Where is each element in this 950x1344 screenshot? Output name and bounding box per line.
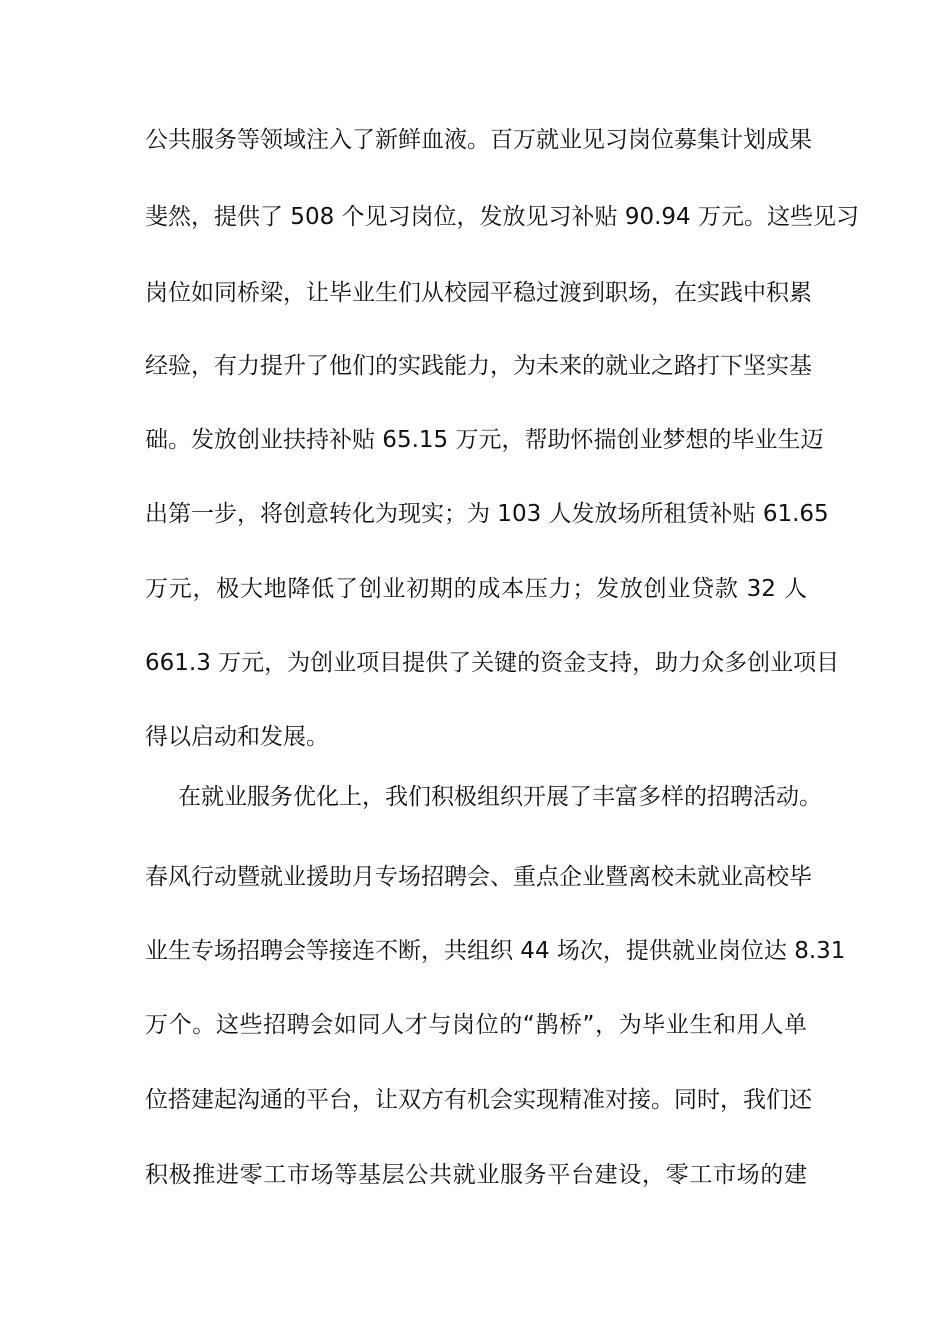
paragraph-line: 岗位如同桥梁，让毕业生们从校园平稳过渡到职场，在实践中积累 — [145, 280, 812, 306]
paragraph-line: 万元，极大地降低了创业初期的成本压力；发放创业贷款 32 人 — [145, 576, 807, 602]
paragraph-line: 661.3 万元，为创业项目提供了关键的资金支持，助力众多创业项目 — [145, 650, 840, 676]
paragraph-line: 公共服务等领域注入了新鲜血液。百万就业见习岗位募集计划成果 — [145, 127, 812, 153]
paragraph-line: 得以启动和发展。 — [145, 724, 329, 750]
paragraph-line: 积极推进零工市场等基层公共就业服务平台建设，零工市场的建 — [145, 1162, 807, 1188]
paragraph-line: 万个。这些招聘会如同人才与岗位的“鹊桥”，为毕业生和用人单 — [145, 1012, 807, 1038]
paragraph-line: 经验，有力提升了他们的实践能力，为未来的就业之路打下坚实基 — [145, 353, 812, 379]
paragraph-line: 础。发放创业扶持补贴 65.15 万元，帮助怀揣创业梦想的毕业生迈 — [145, 427, 824, 453]
paragraph-line: 业生专场招聘会等接连不断，共组织 44 场次，提供就业岗位达 8.31 — [145, 938, 846, 964]
paragraph-line: 位搭建起沟通的平台，让双方有机会实现精准对接。同时，我们还 — [145, 1087, 812, 1113]
paragraph-line: 斐然，提供了 508 个见习岗位，发放见习补贴 90.94 万元。这些见习 — [145, 204, 859, 230]
paragraph-first-line: 在就业服务优化上，我们积极组织开展了丰富多样的招聘活动。 — [178, 784, 822, 810]
paragraph-line: 出第一步，将创意转化为现实；为 103 人发放场所租赁补贴 61.65 — [145, 501, 829, 527]
paragraph-line: 春风行动暨就业援助月专场招聘会、重点企业暨离校未就业高校毕 — [145, 864, 812, 890]
